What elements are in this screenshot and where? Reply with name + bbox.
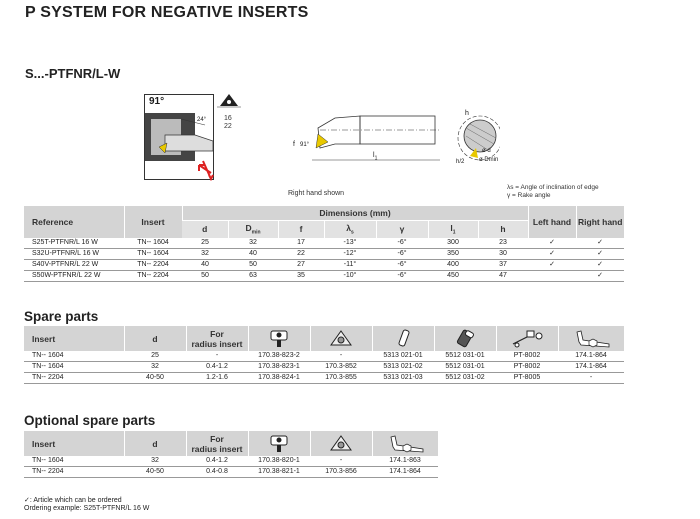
cell-insert: TN-- 1604 <box>24 456 124 467</box>
col-radius <box>186 326 248 351</box>
cell-key: - <box>558 373 624 384</box>
cell-gamma: -6° <box>376 260 428 271</box>
dmin-text: D <box>245 222 252 233</box>
right-hand-caption: Right hand shown <box>288 190 345 197</box>
insert-triangle-icon <box>216 92 242 110</box>
radius-line2: radius insert <box>191 338 243 349</box>
lambda-text: λ <box>346 222 351 233</box>
cell-d: 32 <box>124 362 186 373</box>
angle-label: 91° <box>149 96 165 107</box>
clamp-icon <box>248 326 310 351</box>
cell-l1: 350 <box>428 249 478 260</box>
cell-shim: 170.3-852 <box>310 362 372 373</box>
cell-screw: 5512 031-01 <box>434 351 496 362</box>
dmin-sub: min <box>251 229 261 236</box>
drawing-dmin-label: ø Dmin <box>479 157 499 163</box>
cell-clamp: 170.38-821-1 <box>248 467 310 478</box>
cell-screw: 5512 031-02 <box>434 373 496 384</box>
optional-parts-table <box>24 431 438 478</box>
cell-key: 174.1-864 <box>558 351 624 362</box>
cell-reference: S50W-PTFNR/L 22 W <box>24 271 124 282</box>
cell-shim: - <box>310 351 372 362</box>
cell-insert: TN-- 2204 <box>124 260 182 271</box>
cell-shim: - <box>310 456 372 467</box>
col-d: d <box>124 431 186 456</box>
lead-angle-label: 24° <box>197 117 207 123</box>
punch-tool-icon <box>496 326 558 351</box>
cell-radius: - <box>186 351 248 362</box>
cell-h: 47 <box>478 271 528 282</box>
cell-radius: 1.2-1.6 <box>186 373 248 384</box>
cell-right-hand: ✓ <box>576 238 624 249</box>
cell-lambda: -10° <box>324 271 376 282</box>
cell-gamma: -6° <box>376 271 428 282</box>
l1-text: l <box>373 152 375 159</box>
l1-sub: 1 <box>452 229 456 236</box>
table-row <box>24 351 624 362</box>
hex-key-icon <box>558 326 624 351</box>
cell-left-hand <box>528 271 576 282</box>
col-radius <box>186 431 248 456</box>
spare-parts-table <box>24 326 624 384</box>
cell-lambda: -13° <box>324 238 376 249</box>
cell-radius: 0.4-1.2 <box>186 456 248 467</box>
insert-size-22: 22 <box>224 123 232 130</box>
col-lambda <box>324 220 376 238</box>
product-subtitle: S...-PTFNR/L-W <box>25 66 121 81</box>
cell-insert: TN-- 2204 <box>124 271 182 282</box>
col-insert: Insert <box>24 431 124 456</box>
cell-insert: TN-- 2204 <box>24 373 124 384</box>
cell-d: 32 <box>124 456 186 467</box>
cell-clamp: 170.38-823-2 <box>248 351 310 362</box>
cell-punch: PT-8002 <box>496 362 558 373</box>
cell-right-hand: ✓ <box>576 260 624 271</box>
optional-parts-title: Optional spare parts <box>24 413 156 428</box>
cell-clamp: 170.38-820-1 <box>248 456 310 467</box>
cell-d: 50 <box>182 271 228 282</box>
cell-insert: TN-- 1604 <box>24 351 124 362</box>
col-left-hand: Left hand <box>528 206 576 238</box>
drawing-l1-label <box>373 152 377 161</box>
cell-gamma: -6° <box>376 249 428 260</box>
col-dimensions: Dimensions (mm) <box>182 206 528 220</box>
col-h: h <box>478 220 528 238</box>
table-row <box>24 467 438 478</box>
cell-left-hand: ✓ <box>528 238 576 249</box>
cell-dmin: 32 <box>228 238 278 249</box>
cell-insert: TN-- 1604 <box>24 362 124 373</box>
table-row <box>24 249 624 260</box>
drawing-d-label: ø d <box>482 148 491 154</box>
l1-text: l <box>450 222 453 233</box>
cell-f: 27 <box>278 260 324 271</box>
insert-size-16: 16 <box>224 115 232 122</box>
table-row <box>24 456 438 467</box>
cell-d: 25 <box>124 351 186 362</box>
radius-line2: radius insert <box>191 443 243 454</box>
spare-parts-title: Spare parts <box>24 309 99 324</box>
lambda-sub: s <box>350 229 354 236</box>
cell-d: 40-50 <box>124 467 186 478</box>
cell-l1: 400 <box>428 260 478 271</box>
shim-icon <box>310 326 372 351</box>
col-reference: Reference <box>24 206 124 238</box>
col-dmin <box>228 220 278 238</box>
col-l1 <box>428 220 478 238</box>
cell-insert: TN-- 2204 <box>24 467 124 478</box>
cell-punch: PT-8005 <box>496 373 558 384</box>
radius-line1: For <box>210 328 224 339</box>
cell-l1: 450 <box>428 271 478 282</box>
cell-key: 174.1-863 <box>372 456 438 467</box>
shim-icon <box>310 431 372 456</box>
table-row <box>24 373 624 384</box>
cell-dmin: 40 <box>228 249 278 260</box>
ordering-example: Ordering example: S25T-PTFNR/L 16 W <box>24 505 150 512</box>
cell-lambda: -11° <box>324 260 376 271</box>
cell-f: 17 <box>278 238 324 249</box>
drawing-angle-label: 91° <box>300 142 310 148</box>
table-row <box>24 260 624 271</box>
cell-clamp: 170.38-823-1 <box>248 362 310 373</box>
cell-shim-pin: 5313 021-03 <box>372 373 434 384</box>
cell-h: 30 <box>478 249 528 260</box>
drawing-h2-label: h/2 <box>456 159 465 165</box>
legend-gamma: γ = Rake angle <box>507 192 551 199</box>
table-row <box>24 271 624 282</box>
cell-screw: 5512 031-01 <box>434 362 496 373</box>
col-f: f <box>278 220 324 238</box>
cell-key: 174.1-864 <box>372 467 438 478</box>
cell-d: 32 <box>182 249 228 260</box>
cell-d: 40 <box>182 260 228 271</box>
cell-f: 35 <box>278 271 324 282</box>
cell-d: 25 <box>182 238 228 249</box>
clamp-icon <box>248 431 310 456</box>
radius-line1: For <box>210 433 224 444</box>
legend-lambda: λs = Angle of inclination of edge <box>507 184 599 191</box>
cell-dmin: 63 <box>228 271 278 282</box>
cell-insert: TN-- 1604 <box>124 249 182 260</box>
table-row <box>24 362 624 373</box>
cell-punch: PT-8002 <box>496 351 558 362</box>
col-d: d <box>124 326 186 351</box>
technical-drawing <box>290 108 500 168</box>
cell-dmin: 50 <box>228 260 278 271</box>
cell-right-hand: ✓ <box>576 249 624 260</box>
shim-pin-icon <box>372 326 434 351</box>
cell-shim: 170.3-856 <box>310 467 372 478</box>
table-row <box>24 238 624 249</box>
col-d: d <box>182 220 228 238</box>
page-title: P SYSTEM FOR NEGATIVE INSERTS <box>25 4 309 21</box>
cell-key: 174.1-864 <box>558 362 624 373</box>
col-right-hand: Right hand <box>576 206 624 238</box>
col-insert: Insert <box>124 206 182 238</box>
footer-note: ✓: Article which can be ordered <box>24 497 122 504</box>
cell-shim-pin: 5313 021-02 <box>372 362 434 373</box>
cell-reference: S25T-PTFNR/L 16 W <box>24 238 124 249</box>
screw-icon <box>434 326 496 351</box>
cell-insert: TN-- 1604 <box>124 238 182 249</box>
cell-radius: 0.4-0.8 <box>186 467 248 478</box>
col-insert: Insert <box>24 326 124 351</box>
cell-shim: 170.3-855 <box>310 373 372 384</box>
boring-bar-icon <box>145 95 215 181</box>
holder-table <box>24 206 624 282</box>
cell-h: 37 <box>478 260 528 271</box>
cell-lambda: -12° <box>324 249 376 260</box>
cell-reference: S32U-PTFNR/L 16 W <box>24 249 124 260</box>
hex-key-icon <box>372 431 438 456</box>
cell-reference: S40V-PTFNR/L 22 W <box>24 260 124 271</box>
cell-d: 40-50 <box>124 373 186 384</box>
cell-clamp: 170.38-824-1 <box>248 373 310 384</box>
cell-radius: 0.4-1.2 <box>186 362 248 373</box>
tool-illustration <box>144 94 214 180</box>
cell-left-hand: ✓ <box>528 249 576 260</box>
cell-left-hand: ✓ <box>528 260 576 271</box>
cell-gamma: -6° <box>376 238 428 249</box>
col-gamma: γ <box>376 220 428 238</box>
l1-sub: 1 <box>374 155 378 162</box>
cell-h: 23 <box>478 238 528 249</box>
cell-shim-pin: 5313 021-01 <box>372 351 434 362</box>
cell-right-hand: ✓ <box>576 271 624 282</box>
drawing-h-label: h <box>465 110 469 117</box>
drawing-f-label: f <box>293 141 295 148</box>
cell-f: 22 <box>278 249 324 260</box>
cell-l1: 300 <box>428 238 478 249</box>
